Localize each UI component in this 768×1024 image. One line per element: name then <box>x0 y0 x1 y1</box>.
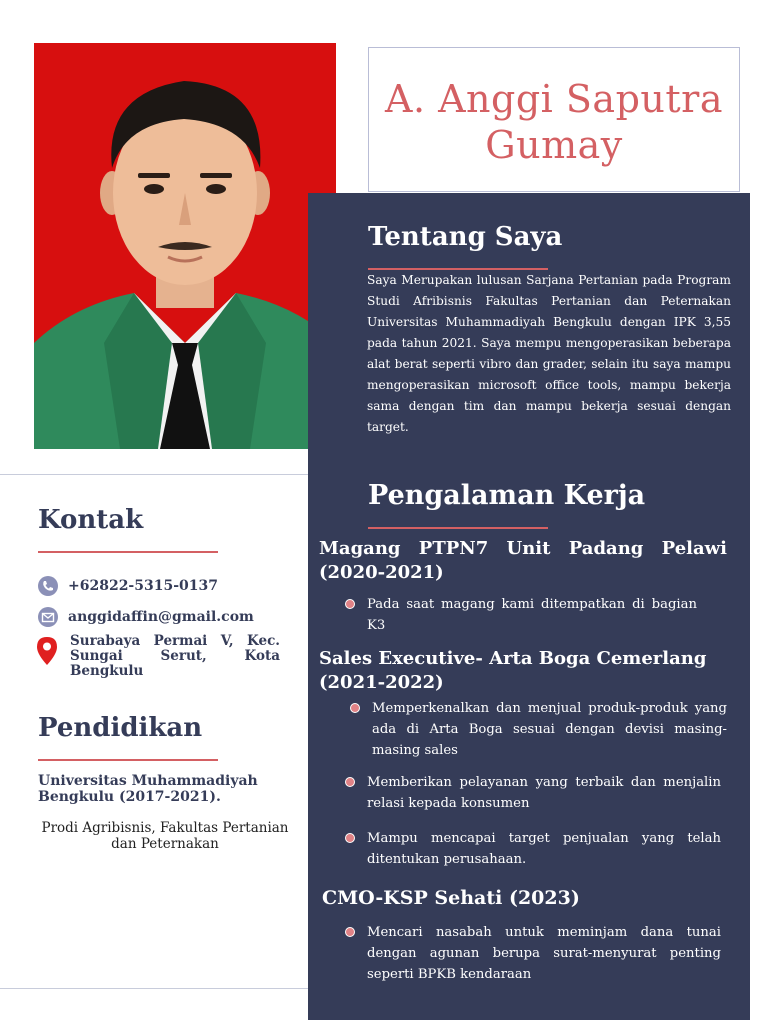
profile-photo <box>34 43 336 449</box>
contact-heading: Kontak <box>38 505 144 535</box>
job-3-bullet-1: Mencari nasabah untuk meminjam dana tunai dengan agunan berupa surat-menyurat penting seperti BPKB kendaraan <box>367 922 721 985</box>
bullet-dot-icon <box>345 927 355 937</box>
about-heading: Tentang Saya <box>368 222 563 252</box>
education-heading-underline <box>38 759 218 761</box>
job-2-bullet-1: Memperkenalkan dan menjual produk-produk yang ada di Arta Boga sesuai dengan devisi masing-masing sales <box>372 698 727 761</box>
bullet-dot-icon <box>345 777 355 787</box>
contact-phone[interactable]: +62822-5315-0137 <box>38 576 218 596</box>
bullet-dot-icon <box>345 833 355 843</box>
portrait-illustration <box>34 43 336 449</box>
job-2-bullet-3: Mampu mencapai target penjualan yang telah ditentukan perusahaan. <box>367 828 721 870</box>
experience-heading: Pengalaman Kerja <box>368 480 646 511</box>
education-heading: Pendidikan <box>38 713 203 743</box>
bottom-divider <box>0 988 308 989</box>
job-title-1: Magang PTPN7 Unit Padang Pelawi (2020-2021) <box>319 538 727 583</box>
name-header <box>368 47 740 192</box>
job-2-bullet-2: Memberikan pelayanan yang terbaik dan menjalin relasi kepada konsumen <box>367 772 721 814</box>
job-1-bullet-1: Pada saat magang kami ditempatkan di bagian K3 <box>367 594 697 636</box>
full-name-line1: A. Anggi Saputra <box>385 77 723 121</box>
education-university: Universitas Muhammadiyah Bengkulu (2017-2021). <box>38 773 258 805</box>
contact-address: Surabaya Permai V, Kec. Sungai Serut, Kota Bengkulu <box>70 633 280 679</box>
email-icon <box>38 607 58 627</box>
education-program: Prodi Agribisnis, Fakultas Pertanian dan Peternakan <box>41 820 289 852</box>
contact-email[interactable]: anggidaffin@gmail.com <box>38 607 254 627</box>
full-name-line2: Gumay <box>485 123 623 167</box>
bullet-dot-icon <box>350 703 360 713</box>
phone-icon <box>38 576 58 596</box>
contact-heading-underline <box>38 551 218 553</box>
section-divider <box>0 474 308 475</box>
location-pin-icon <box>36 636 58 666</box>
about-text: Saya Merupakan lulusan Sarjana Pertanian pada Program Studi Afribisnis Fakultas Pertanian dan Peternakan Universitas Muhammadiyah Bengkulu dengan IPK 3,55 pada tahun 2021. Saya mempu mengoperasikan beberapa alat berat seperti vibro dan grader, selain itu saya mampu mengoperasikan microsoft office tools, mampu bekerja sama dengan tim dan mampu bekerja sesuai dengan target. <box>367 273 731 434</box>
full-name <box>369 76 739 168</box>
bullet-dot-icon <box>345 599 355 609</box>
job-title-3: CMO-KSP Sehati (2023) <box>322 887 580 909</box>
job-title-2: Sales Executive- Arta Boga Cemerlang (2021-2022) <box>319 648 707 693</box>
experience-heading-underline <box>368 527 548 529</box>
